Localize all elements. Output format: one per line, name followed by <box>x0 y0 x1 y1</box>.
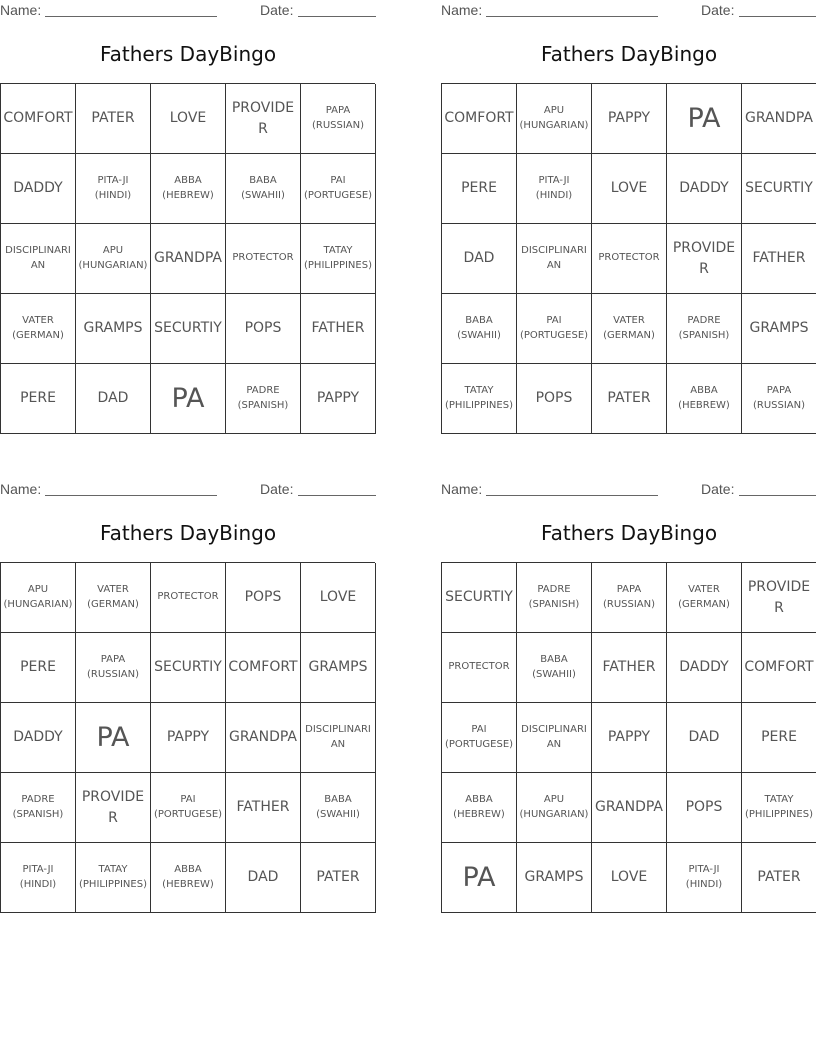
name-line <box>486 495 658 496</box>
card-title: Fathers DayBingo <box>540 42 718 66</box>
bingo-cell: PAPPY <box>151 703 226 773</box>
bingo-cell: PA <box>667 84 742 154</box>
bingo-cell: PERE <box>1 364 76 434</box>
date-label: Date: <box>701 481 735 497</box>
bingo-cell: PROVIDER <box>76 773 151 843</box>
bingo-cell: PERE <box>742 703 816 773</box>
bingo-cell: PROVIDER <box>667 224 742 294</box>
bingo-cell: SECURTIY <box>442 563 517 633</box>
bingo-cell: PATER <box>76 84 151 154</box>
bingo-cell: DAD <box>226 843 301 913</box>
date-line <box>298 495 376 496</box>
bingo-cell: PAI (PORTUGESE) <box>301 154 376 224</box>
bingo-cell: PITA-JI (HINDI) <box>667 843 742 913</box>
bingo-cell: PROTECTOR <box>442 633 517 703</box>
card-title: Fathers DayBingo <box>540 521 718 545</box>
bingo-cell: PA <box>151 364 226 434</box>
bingo-cell: DADDY <box>667 154 742 224</box>
bingo-cell: PAPA (RUSSIAN) <box>592 563 667 633</box>
bingo-cell: BABA (SWAHII) <box>301 773 376 843</box>
bingo-cell: POPS <box>517 364 592 434</box>
bingo-cell: BABA (SWAHII) <box>442 294 517 364</box>
bingo-cell: LOVE <box>301 563 376 633</box>
bingo-cell: DISCIPLINARIAN <box>517 224 592 294</box>
bingo-cell: TATAY (PHILIPPINES) <box>442 364 517 434</box>
bingo-cell: COMFORT <box>442 84 517 154</box>
name-label: Name: <box>0 2 42 18</box>
bingo-cell: VATER (GERMAN) <box>592 294 667 364</box>
name-date-row <box>441 0 816 22</box>
bingo-cell: GRAMPS <box>742 294 816 364</box>
bingo-cell: PAI (PORTUGESE) <box>442 703 517 773</box>
bingo-cell: PADRE (SPANISH) <box>226 364 301 434</box>
bingo-cell: DAD <box>76 364 151 434</box>
bingo-cell: COMFORT <box>226 633 301 703</box>
bingo-cell: PITA-JI (HINDI) <box>517 154 592 224</box>
bingo-cell: COMFORT <box>1 84 76 154</box>
bingo-cell: BABA (SWAHII) <box>226 154 301 224</box>
date-label: Date: <box>701 2 735 18</box>
bingo-cell: PATER <box>301 843 376 913</box>
bingo-cell: PITA-JI (HINDI) <box>76 154 151 224</box>
bingo-cell: VATER (GERMAN) <box>76 563 151 633</box>
bingo-cell: ABBA (HEBREW) <box>151 154 226 224</box>
bingo-cell: DADDY <box>1 154 76 224</box>
bingo-cell: SECURTIY <box>151 294 226 364</box>
name-date-row <box>0 0 376 22</box>
bingo-cell: APU (HUNGARIAN) <box>517 84 592 154</box>
name-label: Name: <box>441 481 483 497</box>
bingo-cell: LOVE <box>592 843 667 913</box>
bingo-cell: PERE <box>442 154 517 224</box>
bingo-cell: DISCIPLINARIAN <box>301 703 376 773</box>
bingo-cell: DISCIPLINARIAN <box>1 224 76 294</box>
bingo-cell: DAD <box>667 703 742 773</box>
bingo-cell: COMFORT <box>742 633 816 703</box>
bingo-cell: BABA (SWAHII) <box>517 633 592 703</box>
bingo-cell: ABBA (HEBREW) <box>151 843 226 913</box>
bingo-cell: GRANDPA <box>151 224 226 294</box>
bingo-cell: PAI (PORTUGESE) <box>517 294 592 364</box>
bingo-cell: POPS <box>667 773 742 843</box>
date-line <box>739 495 816 496</box>
bingo-cell: PATER <box>592 364 667 434</box>
bingo-cell: FATHER <box>592 633 667 703</box>
bingo-cell: VATER (GERMAN) <box>667 563 742 633</box>
bingo-cell: ABBA (HEBREW) <box>667 364 742 434</box>
date-label: Date: <box>260 2 294 18</box>
bingo-cell: SECURTIY <box>151 633 226 703</box>
date-label: Date: <box>260 481 294 497</box>
bingo-cell: TATAY (PHILIPPINES) <box>76 843 151 913</box>
bingo-cell: PROVIDER <box>742 563 816 633</box>
name-line <box>486 16 658 17</box>
bingo-cell: POPS <box>226 563 301 633</box>
bingo-cell: FATHER <box>742 224 816 294</box>
bingo-cell: GRAMPS <box>76 294 151 364</box>
name-date-row <box>441 479 816 501</box>
bingo-cell: VATER (GERMAN) <box>1 294 76 364</box>
bingo-grid <box>441 562 816 913</box>
bingo-cell: PITA-JI (HINDI) <box>1 843 76 913</box>
name-date-row <box>0 479 376 501</box>
bingo-cell: PROTECTOR <box>592 224 667 294</box>
bingo-cell: LOVE <box>151 84 226 154</box>
name-label: Name: <box>0 481 42 497</box>
bingo-cell: GRANDPA <box>742 84 816 154</box>
name-line <box>45 495 217 496</box>
bingo-cell: APU (HUNGARIAN) <box>1 563 76 633</box>
bingo-cell: PAPPY <box>301 364 376 434</box>
bingo-cell: PAPA (RUSSIAN) <box>301 84 376 154</box>
bingo-cell: PROVIDER <box>226 84 301 154</box>
bingo-cell: DADDY <box>1 703 76 773</box>
bingo-cell: LOVE <box>592 154 667 224</box>
bingo-grid <box>0 83 375 434</box>
bingo-cell: APU (HUNGARIAN) <box>76 224 151 294</box>
bingo-grid <box>441 83 816 434</box>
bingo-cell: DADDY <box>667 633 742 703</box>
bingo-cell: PATER <box>742 843 816 913</box>
bingo-cell: TATAY (PHILIPPINES) <box>301 224 376 294</box>
bingo-cell: APU (HUNGARIAN) <box>517 773 592 843</box>
name-line <box>45 16 217 17</box>
bingo-cell: DISCIPLINARIAN <box>517 703 592 773</box>
bingo-cell: GRANDPA <box>592 773 667 843</box>
bingo-cell: PAI (PORTUGESE) <box>151 773 226 843</box>
bingo-cell: GRAMPS <box>301 633 376 703</box>
bingo-cell: GRAMPS <box>517 843 592 913</box>
date-line <box>298 16 376 17</box>
bingo-cell: PROTECTOR <box>226 224 301 294</box>
card-title: Fathers DayBingo <box>99 521 277 545</box>
bingo-cell: PAPPY <box>592 703 667 773</box>
bingo-cell: PA <box>76 703 151 773</box>
date-line <box>739 16 816 17</box>
bingo-cell: GRANDPA <box>226 703 301 773</box>
card-title: Fathers DayBingo <box>99 42 277 66</box>
bingo-cell: PADRE (SPANISH) <box>517 563 592 633</box>
name-label: Name: <box>441 2 483 18</box>
bingo-cell: PAPA (RUSSIAN) <box>76 633 151 703</box>
bingo-cell: FATHER <box>226 773 301 843</box>
bingo-cell: PROTECTOR <box>151 563 226 633</box>
bingo-cell: DAD <box>442 224 517 294</box>
bingo-cell: PAPA (RUSSIAN) <box>742 364 816 434</box>
bingo-cell: PAPPY <box>592 84 667 154</box>
bingo-cell: PADRE (SPANISH) <box>667 294 742 364</box>
bingo-cell: SECURTIY <box>742 154 816 224</box>
bingo-cell: PERE <box>1 633 76 703</box>
bingo-cell: PA <box>442 843 517 913</box>
bingo-cell: TATAY (PHILIPPINES) <box>742 773 816 843</box>
bingo-cell: ABBA (HEBREW) <box>442 773 517 843</box>
bingo-cell: PADRE (SPANISH) <box>1 773 76 843</box>
bingo-cell: POPS <box>226 294 301 364</box>
bingo-cell: FATHER <box>301 294 376 364</box>
bingo-grid <box>0 562 375 913</box>
